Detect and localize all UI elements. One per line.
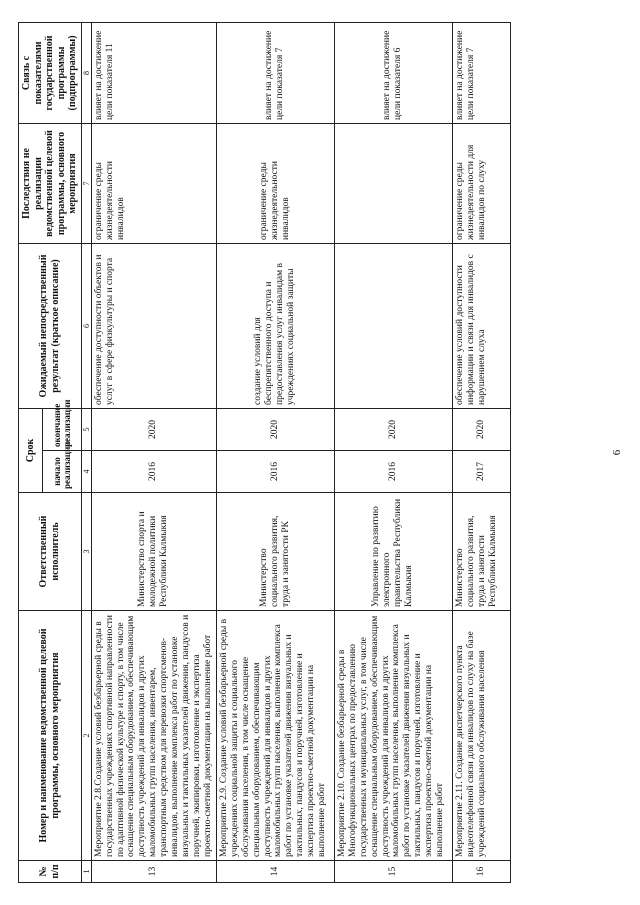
column-number: 2 [81, 611, 91, 861]
header-consequence: Последствия не реализации ведомственной целевой программы, основного мероприятия [19, 123, 82, 243]
row-consequence: ограничение среды жизнедеятельности для инвалидов по слуху [452, 123, 510, 243]
row-start: 2016 [334, 451, 452, 493]
header-link: Связь с показателями государственной программы (подпрограммы) [19, 22, 82, 123]
row-end: 2020 [91, 408, 216, 450]
table-row [91, 22, 216, 882]
row-number: 15 [334, 861, 452, 883]
row-end: 2020 [452, 408, 510, 450]
row-result [334, 243, 452, 408]
row-number: 14 [216, 861, 334, 883]
column-number: 4 [81, 451, 91, 493]
column-number: 1 [81, 861, 91, 883]
header-row [19, 22, 43, 882]
column-number-row [81, 22, 91, 882]
table-row [216, 22, 334, 882]
column-number: 5 [81, 408, 91, 450]
column-number: 6 [81, 243, 91, 408]
row-result: создание условий для беспрепятственного доступа и предоставления услуг инвалидам в учреждениях социальной защиты [216, 243, 334, 408]
header-end: окончание реализации [43, 408, 81, 450]
row-number: 13 [91, 861, 216, 883]
row-number: 16 [452, 861, 510, 883]
row-name: Мероприятие 2.8.Создание условий безбарьерной среды в государственных учреждениях спортивной направленности по адаптивной физической культуре и спорту, в том числе оснащение специальным оборудованием, обеспечивающим доступность учреждений для инвалидов и других маломобильных групп населения, инвентарем, транспортным средством для перевозки спортсменов-инвалидов, выполнение комплекса работ по установке визуальных и тактильных указателей движения, пандусов и поручней, экипировки, изготовление и экспертиза проектно-сметной документации на выполнение работ [91, 611, 216, 861]
row-name: Мероприятие 2.11. Создание диспетчерского пункта видеотелефонной связи для инвалидов по слуху на базе учреждений социального обслуживания населения [452, 611, 510, 861]
program-table [18, 22, 511, 883]
row-name: Мероприятие 2.9. Создание условий безбарьерной среды в учреждениях социальной защиты и социального обслуживания населения, в том числе оснащение специальным оборудованием, обеспечивающим доступность учреждений для инвалидов и других маломобильных групп населения, выполнение комплекса работ по установке указателей движения визуальных и тактильных, пандусов и поручней, изготовление и экспертиза проектно-сметной документации на выполнение работ [216, 611, 334, 861]
column-number: 3 [81, 493, 91, 611]
row-consequence: ограничение среды жизнедеятельности инвалидов [216, 123, 334, 243]
row-executor: Управление по развитию электронного правительства Республики Калмыкия [334, 493, 452, 611]
header-name: Номер и наименование ведомственной целевой программы, основного мероприятия [19, 611, 82, 861]
column-number: 7 [81, 123, 91, 243]
row-end: 2020 [334, 408, 452, 450]
row-start: 2016 [216, 451, 334, 493]
row-end: 2020 [216, 408, 334, 450]
table-row [334, 22, 452, 882]
row-start: 2016 [91, 451, 216, 493]
row-start: 2017 [452, 451, 510, 493]
column-number: 8 [81, 22, 91, 123]
row-link: влияет на достижение цели показателя 7 [216, 22, 334, 123]
header-result: Ожидаемый непосредственный результат (краткое описание) [19, 243, 82, 408]
page-number: 6 [611, 449, 623, 456]
row-consequence: ограничение среды жизнедеятельности инвалидов [91, 123, 216, 243]
row-link: влияет на достижение цели показателя 7 [452, 22, 510, 123]
row-result: обеспечение условий доступности информации и связи для инвалидов с нарушением слуха [452, 243, 510, 408]
row-link: влияет на достижение цели показателя 11 [91, 22, 216, 123]
row-executor: Министерство социального развития, труда и занятости Республики Калмыкия [452, 493, 510, 611]
row-executor: Министерство социального развития, труда и занятости РК [216, 493, 334, 611]
header-start: начало реализации [43, 451, 81, 493]
row-result: обеспечение доступности объектов и услуг в сфере физкультуры и спорта [91, 243, 216, 408]
row-name: Мероприятие 2.10. Создание безбарьерной среды в Многофункциональных центрах по предоставлению государственных и муниципальных услуг, в том числе оснащение специальным оборудованием, обеспечивающим доступность учреждений для инвалидов и других маломобильных групп населения, выполнение комплекса работ по установке указателей движения визуальных и тактильных, пандусов и поручней, изготовление и экспертиза проектно-сметной документации на выполнение работ [334, 611, 452, 861]
header-num: № п/п [19, 861, 82, 883]
row-consequence [334, 123, 452, 243]
row-executor: Министерство спорта и молодежной политики Республики Калмыкия [91, 493, 216, 611]
row-link: влияет на достижение цели показателя 6 [334, 22, 452, 123]
table-row [452, 22, 510, 882]
header-executor: Ответственный исполнитель [19, 493, 82, 611]
header-term: Срок [19, 408, 43, 492]
